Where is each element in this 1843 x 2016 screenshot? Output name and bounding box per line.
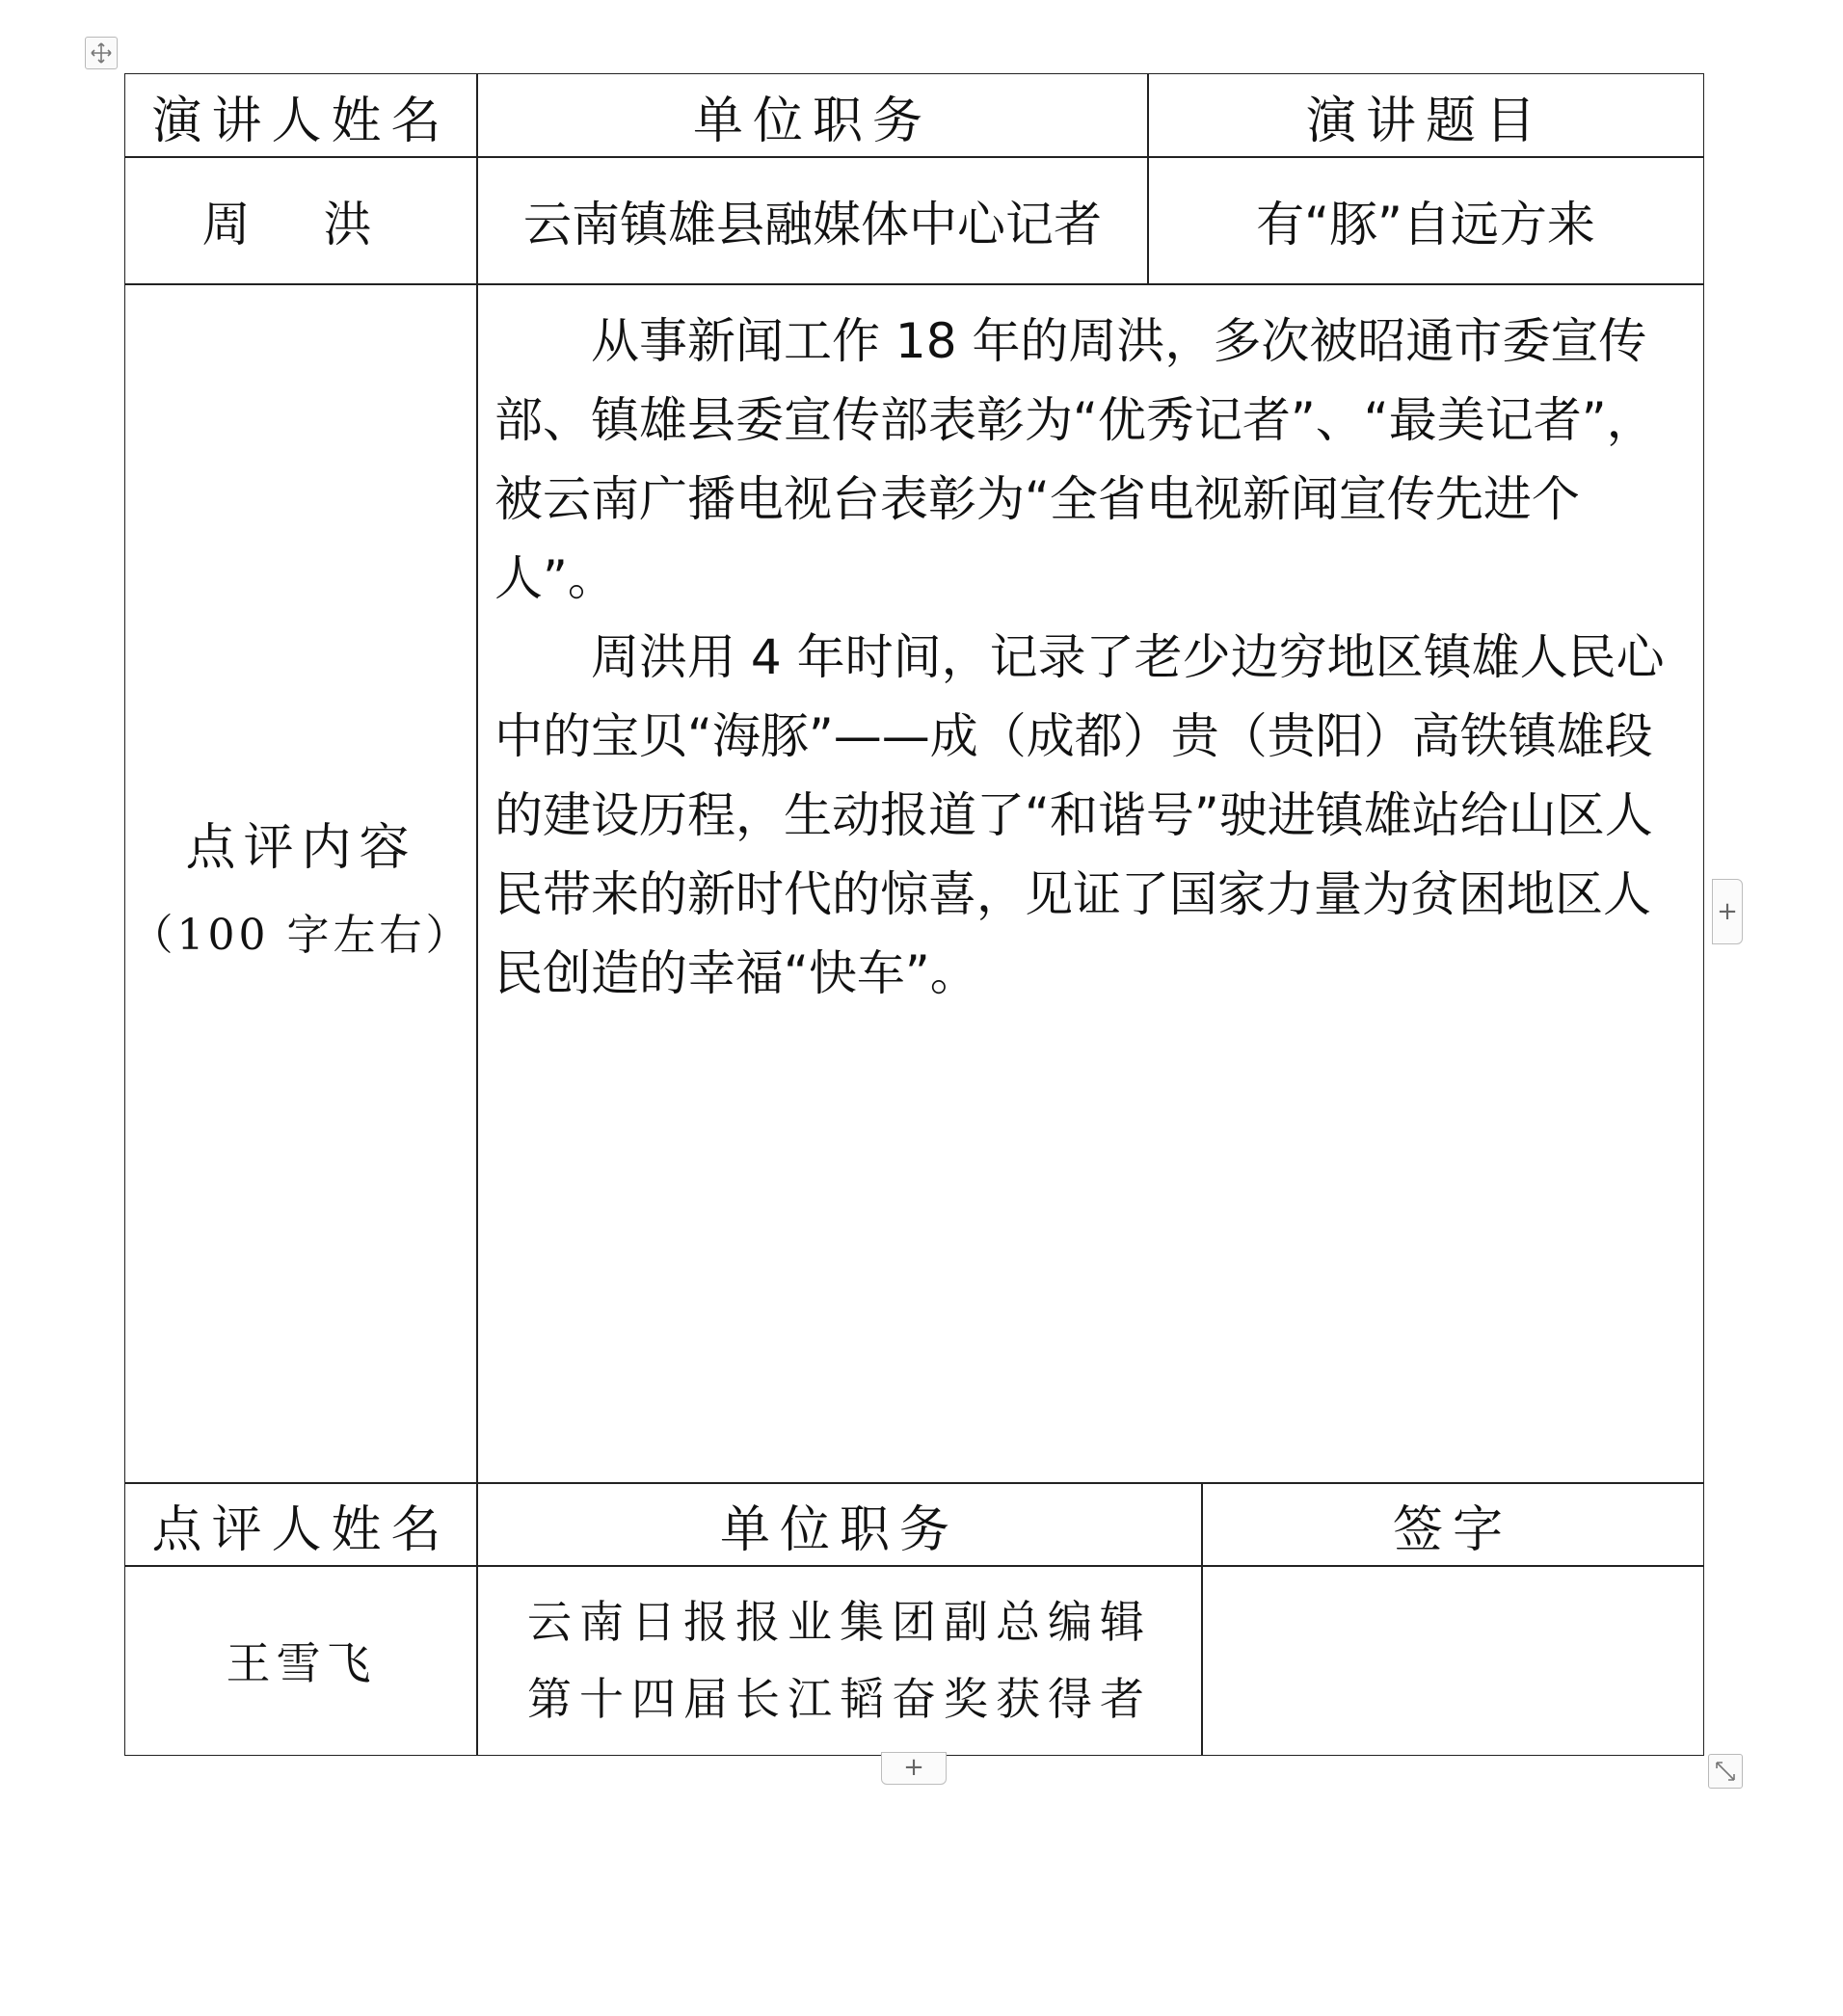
review-paragraph-2: 周洪用 4 年时间，记录了老少边穷地区镇雄人民心中的宝贝“海豚”——成（成都）贵（贵阳）高铁镇雄段的建设历程，生动报道了“和谐号”驶进镇雄站给山区人民带来的新时代的惊喜，见证了国家力量为贫困地区人民创造的幸福“快车”。 (494, 629, 1665, 1001)
add-row-plus-icon: + (1717, 897, 1738, 926)
move-icon (90, 41, 113, 65)
reviewer-unit-line2: 第十四届长江韬奋奖获得者 (527, 1673, 1152, 1725)
header-unit-position (476, 73, 1149, 158)
header-reviewer-unit (476, 1482, 1203, 1567)
speaker-unit-cell[interactable] (476, 156, 1149, 285)
speech-topic-value: 有“豚”自远方来 (1256, 197, 1595, 252)
review-content-cell[interactable] (476, 283, 1704, 1484)
speaker-name-value: 周 洪 (201, 197, 401, 252)
review-paragraph-1: 从事新闻工作 18 年的周洪，多次被昭通市委宣传部、镇雄县委宣传部表彰为“优秀记者”、“最美记者”，被云南广播电视台表彰为“全省电视新闻宣传先进个人”。 (494, 313, 1655, 606)
reviewer-name-cell[interactable] (124, 1565, 478, 1756)
resize-icon (1714, 1760, 1737, 1783)
header-reviewer-name-text: 点评人姓名 (151, 1500, 451, 1559)
review-label: 点评内容 (185, 818, 417, 877)
header-unit-position-text: 单位职务 (692, 92, 932, 150)
review-label-cell (124, 283, 478, 1484)
reviewer-unit-cell[interactable] (476, 1565, 1203, 1756)
header-speech-topic-text: 演讲题目 (1305, 92, 1545, 150)
reviewer-unit-line1: 云南日报报业集团副总编辑 (527, 1596, 1152, 1648)
header-speaker-name-text: 演讲人姓名 (151, 92, 451, 150)
review-sublabel: （100 字左右） (130, 910, 472, 960)
header-reviewer-unit-text: 单位职务 (719, 1500, 959, 1559)
table-resize-handle[interactable] (1708, 1754, 1743, 1789)
add-column-plus-icon: + (903, 1753, 924, 1782)
speech-topic-cell[interactable] (1147, 156, 1704, 285)
add-column-button[interactable] (881, 1752, 947, 1785)
header-speech-topic (1147, 73, 1704, 158)
speaker-unit-value: 云南镇雄县融媒体中心记者 (523, 197, 1102, 252)
table-move-handle[interactable] (85, 37, 118, 69)
header-speaker-name (124, 73, 478, 158)
speaker-name-cell[interactable] (124, 156, 478, 285)
header-signature-text: 签字 (1392, 1500, 1512, 1559)
header-reviewer-name (124, 1482, 478, 1567)
add-row-button[interactable] (1712, 879, 1743, 944)
reviewer-name-value: 王雪飞 (226, 1637, 377, 1689)
signature-cell[interactable] (1201, 1565, 1704, 1756)
header-signature (1201, 1482, 1704, 1567)
